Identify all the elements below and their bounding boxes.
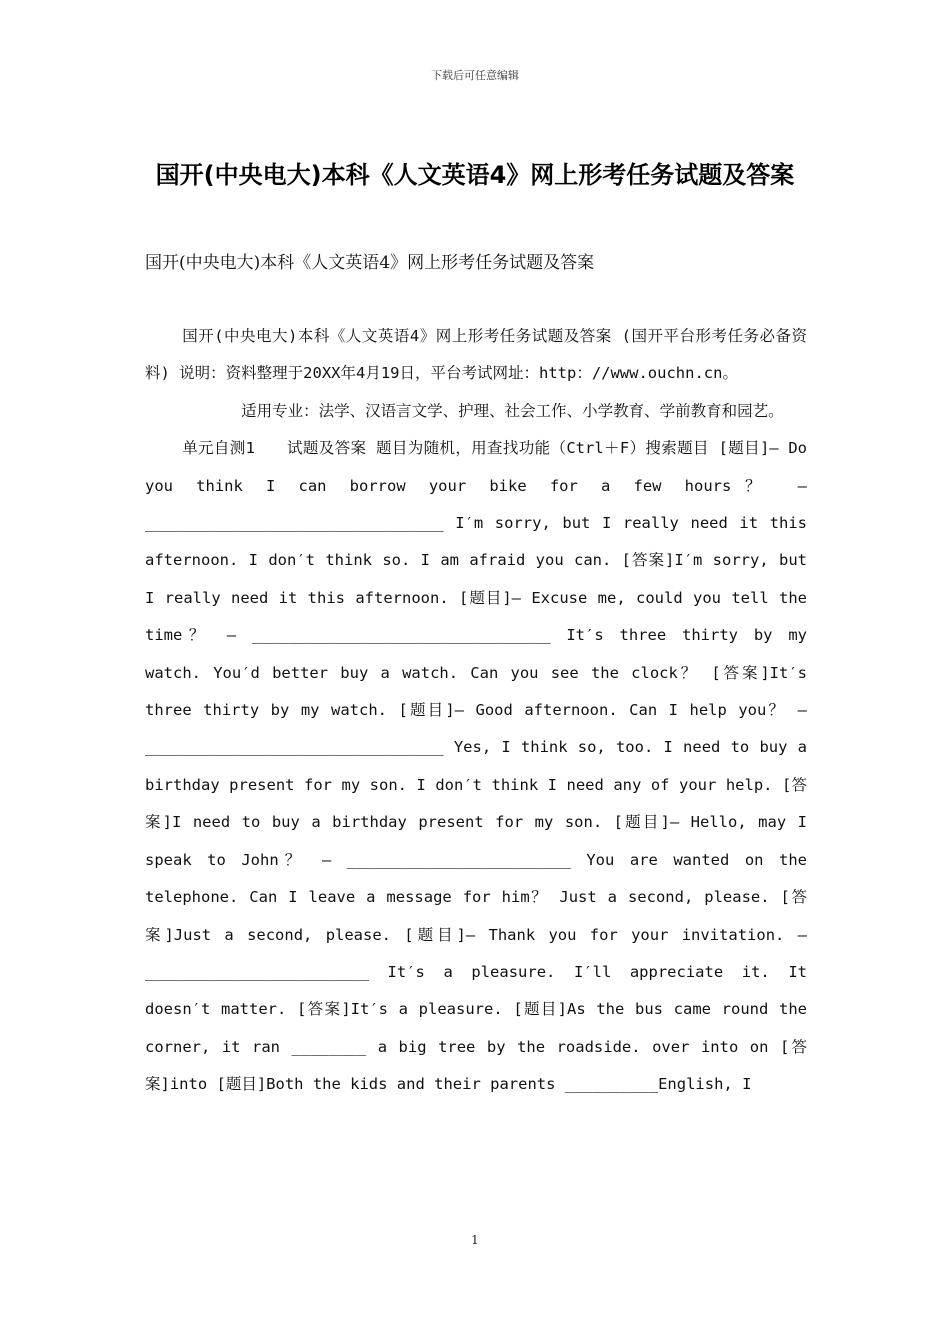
page-number: 1 <box>471 1233 479 1247</box>
paragraph-majors: 适用专业：法学、汉语言文学、护理、社会工作、小学教育、学前教育和园艺。 <box>241 401 784 420</box>
header-note: 下载后可任意编辑 <box>431 69 519 82</box>
document-subtitle: 国开(中央电大)本科《人文英语4》网上形考任务试题及答案 <box>145 253 595 273</box>
document-title: 国开(中央电大)本科《人文英语4》网上形考任务试题及答案 <box>155 161 795 189</box>
document-body <box>145 318 807 1104</box>
paragraph-intro: 国开(中央电大)本科《人文英语4》网上形考任务试题及答案 (国开平台形考任务必备资料) 说明：资料整理于20XX年4月19日，平台考试网址：http：//www.ouchn.cn。 <box>145 327 807 383</box>
paragraph-questions: 单元自测1 试题及答案 题目为随机，用查找功能（Ctrl＋F）搜索题目 [题目]– Do you think I can borrow your bike for a few hours？ – ________________________________ I′m sorry, but I really need it this afternoon. I don′t think so. I am afraid you can. [答案]I′m sorry, but I really need it this afternoon. [题目]– Excuse me, could you tell the time？ – ________________________________ It′s three thirty by my watch. You′d better buy a watch. Can you see the clock？ [答案]It′s three thirty by my watch. [题目]– Good afternoon. Can I help you？ – ________________________________ Yes, I think so, too. I need to buy a birthday present for my son. I don′t think I need any of your help. [答案]I need to buy a birthday present for my son. [题目]– Hello, may I speak to John？ – ________________________ You are wanted on the telephone. Can I leave a message for him？ Just a second, please. [答案]Just a second, please. [题目]– Thank you for your invitation. – ________________________ It′s a pleasure. I′ll appreciate it. It doesn′t matter. [答案]It′s a pleasure. [题目]As the bus came round the corner, it ran ________ a big tree by the roadside. over into on [答案]into [题目]Both the kids and their parents __________English, I <box>145 439 807 1094</box>
